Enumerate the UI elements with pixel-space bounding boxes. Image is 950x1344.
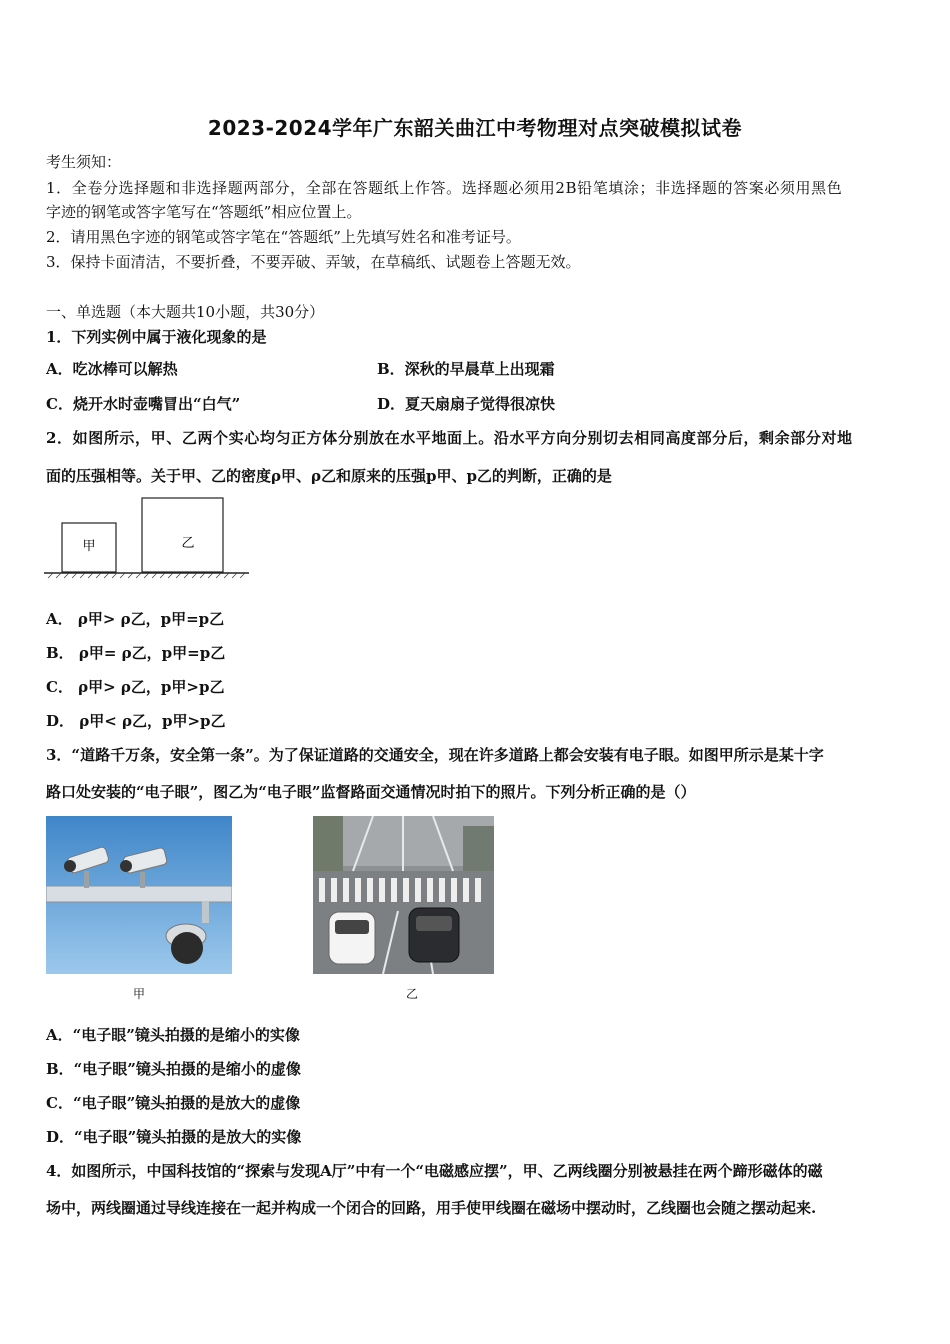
q3-option-d: D．“电子眼”镜头拍摄的是放大的实像: [46, 1128, 302, 1146]
q3-caption-a: 甲: [133, 987, 146, 1001]
q2-option-c: C． ρ甲> ρ乙，p甲>p乙: [46, 678, 225, 696]
q2-option-d: D． ρ甲< ρ乙，p甲>p乙: [46, 712, 226, 730]
notice-item-1: 1．全卷分选择题和非选择题两部分，全部在答题纸上作答。选择题必须用2B铅笔填涂；非选择题的答案必须用黑色: [46, 179, 843, 197]
q4-stem-line2: 场中，两线圈通过导线连接在一起并构成一个闭合的回路，用手使甲线圈在磁场中摆动时，乙线圈也会随之摆动起来.: [46, 1199, 817, 1217]
dome-mount: [202, 901, 209, 923]
q3-option-a: A．“电子眼”镜头拍摄的是缩小的实像: [46, 1026, 300, 1044]
white-car: [329, 912, 375, 964]
q3-option-c: C．“电子眼”镜头拍摄的是放大的虚像: [46, 1094, 301, 1112]
q3-road-photo: [313, 816, 494, 974]
notice-heading: 考生须知：: [46, 153, 122, 171]
q1-stem: 1．下列实例中属于液化现象的是: [46, 328, 267, 346]
q2-cubes-figure: [44, 494, 254, 580]
exam-title: 2023-2024学年广东韶关曲江中考物理对点突破模拟试卷: [207, 116, 743, 140]
q1-option-d: D．夏天扇扇子觉得很凉快: [377, 395, 556, 413]
cube-b: [142, 498, 223, 572]
notice-item-1-cont: 字迹的钢笔或答字笔写在“答题纸”相应位置上。: [46, 203, 362, 221]
q1-option-b: B．深秋的早晨草上出现霜: [377, 360, 555, 378]
cube-b-label: 乙: [181, 536, 195, 551]
notice-item-3: 3．保持卡面清洁，不要折叠，不要弄破、弄皱，在草稿纸、试题卷上答题无效。: [46, 253, 581, 271]
q1-option-c: C．烧开水时壶嘴冒出“白气”: [46, 395, 241, 413]
roadside-trees-right: [463, 826, 494, 871]
dome-camera-lens: [171, 932, 203, 964]
q4-stem-line1: 4．如图所示，中国科技馆的“探索与发现A厅”中有一个“电磁感应摆”，甲、乙两线圈分别被悬挂在两个蹄形磁体的磁: [46, 1162, 823, 1180]
q3-caption-b: 乙: [406, 987, 419, 1001]
cube-a-label: 甲: [82, 539, 96, 554]
q2-option-a: A． ρ甲> ρ乙，p甲=p乙: [46, 610, 225, 628]
q3-stem-line2: 路口处安装的“电子眼”，图乙为“电子眼”监督路面交通情况时拍下的照片。下列分析正确的是（）: [46, 783, 696, 801]
section-heading: 一、单选题（本大题共10小题，共30分）: [46, 303, 325, 321]
q1-option-a: A．吃冰棒可以解热: [46, 360, 178, 378]
roadside-trees-left: [313, 816, 343, 871]
pole-arm: [46, 886, 232, 902]
q2-stem-line2: 面的压强相等。关于甲、乙的密度ρ甲、ρ乙和原来的压强p甲、p乙的判断，正确的是: [46, 467, 612, 485]
q2-option-b: B． ρ甲= ρ乙，p甲=p乙: [46, 644, 226, 662]
q3-stem-line1: 3．“道路千万条，安全第一条”。为了保证道路的交通安全，现在许多道路上都会安装有电子眼。如图甲所示是某十字: [46, 746, 824, 764]
notice-item-2: 2．请用黑色字迹的钢笔或答字笔在“答题纸”上先填写姓名和准考证号。: [46, 228, 521, 246]
q2-stem-line1: 2．如图所示，甲、乙两个实心均匀正方体分别放在水平地面上。沿水平方向分别切去相同高度部分后，剩余部分对地: [46, 429, 853, 447]
q3-camera-photo: [46, 816, 232, 974]
q3-option-b: B．“电子眼”镜头拍摄的是缩小的虚像: [46, 1060, 301, 1078]
